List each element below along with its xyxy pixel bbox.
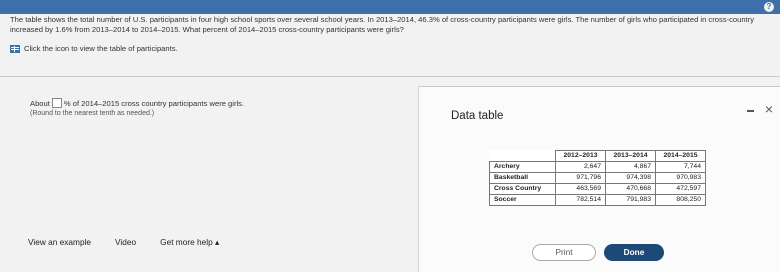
table-cell: 808,250 [656, 195, 706, 206]
table-hint-label: Click the icon to view the table of participants. [24, 44, 178, 53]
dialog-title: Data table [451, 110, 504, 122]
row-label: Cross Country [490, 184, 556, 195]
close-icon[interactable]: × [764, 101, 773, 117]
help-circle-icon[interactable]: ? [764, 2, 774, 12]
table-corner-cell [490, 151, 556, 162]
table-cell: 2,647 [556, 162, 606, 173]
table-cell: 782,514 [556, 195, 606, 206]
answer-sentence [30, 98, 244, 108]
table-row [490, 162, 706, 173]
table-row [490, 184, 706, 195]
view-example-link[interactable]: View an example [28, 237, 92, 247]
table-icon[interactable] [10, 45, 20, 53]
column-header: 2013–2014 [606, 151, 656, 162]
print-button[interactable]: Print [532, 244, 596, 261]
table-cell: 974,398 [606, 173, 656, 184]
done-button[interactable]: Done [604, 244, 664, 261]
table-cell: 463,569 [556, 184, 606, 195]
table-row [490, 173, 706, 184]
column-header: 2012–2013 [556, 151, 606, 162]
participants-table [489, 150, 706, 206]
table-header-row [490, 151, 706, 162]
table-cell: 7,744 [656, 162, 706, 173]
table-cell: 4,867 [606, 162, 656, 173]
question-text: The table shows the total number of U.S. participants in four high school sports over several school years. In 2013–2014, 46.3% of cross-country participants were girls. The number of girls who participated in cross-country increased by 1.6% from 2013–2014 to 2014–2015. What percent of 2014–2015 cross-country participants were girls? [10, 15, 754, 34]
table-cell: 472,597 [656, 184, 706, 195]
answer-prefix: About [30, 98, 50, 108]
answer-input[interactable] [52, 98, 62, 108]
answer-suffix: % of 2014–2015 cross country participants were girls. [63, 98, 245, 108]
top-bar [0, 0, 780, 14]
table-cell: 971,796 [556, 173, 606, 184]
table-cell: 791,983 [606, 195, 656, 206]
data-table-dialog [418, 86, 780, 272]
video-link[interactable]: Video [115, 237, 137, 247]
rounding-note: (Round to the nearest tenth as needed.) [30, 110, 155, 117]
table-row [490, 195, 706, 206]
table-cell: 970,983 [656, 173, 706, 184]
row-label: Basketball [490, 173, 556, 184]
divider [0, 76, 780, 77]
column-header: 2014–2015 [656, 151, 706, 162]
minimize-icon[interactable] [747, 110, 754, 112]
row-label: Soccer [490, 195, 556, 206]
table-cell: 470,668 [606, 184, 656, 195]
row-label: Archery [490, 162, 556, 173]
get-more-help-link[interactable]: Get more help ▴ [160, 237, 220, 247]
table-hint [10, 44, 178, 53]
footer-links [28, 237, 219, 247]
